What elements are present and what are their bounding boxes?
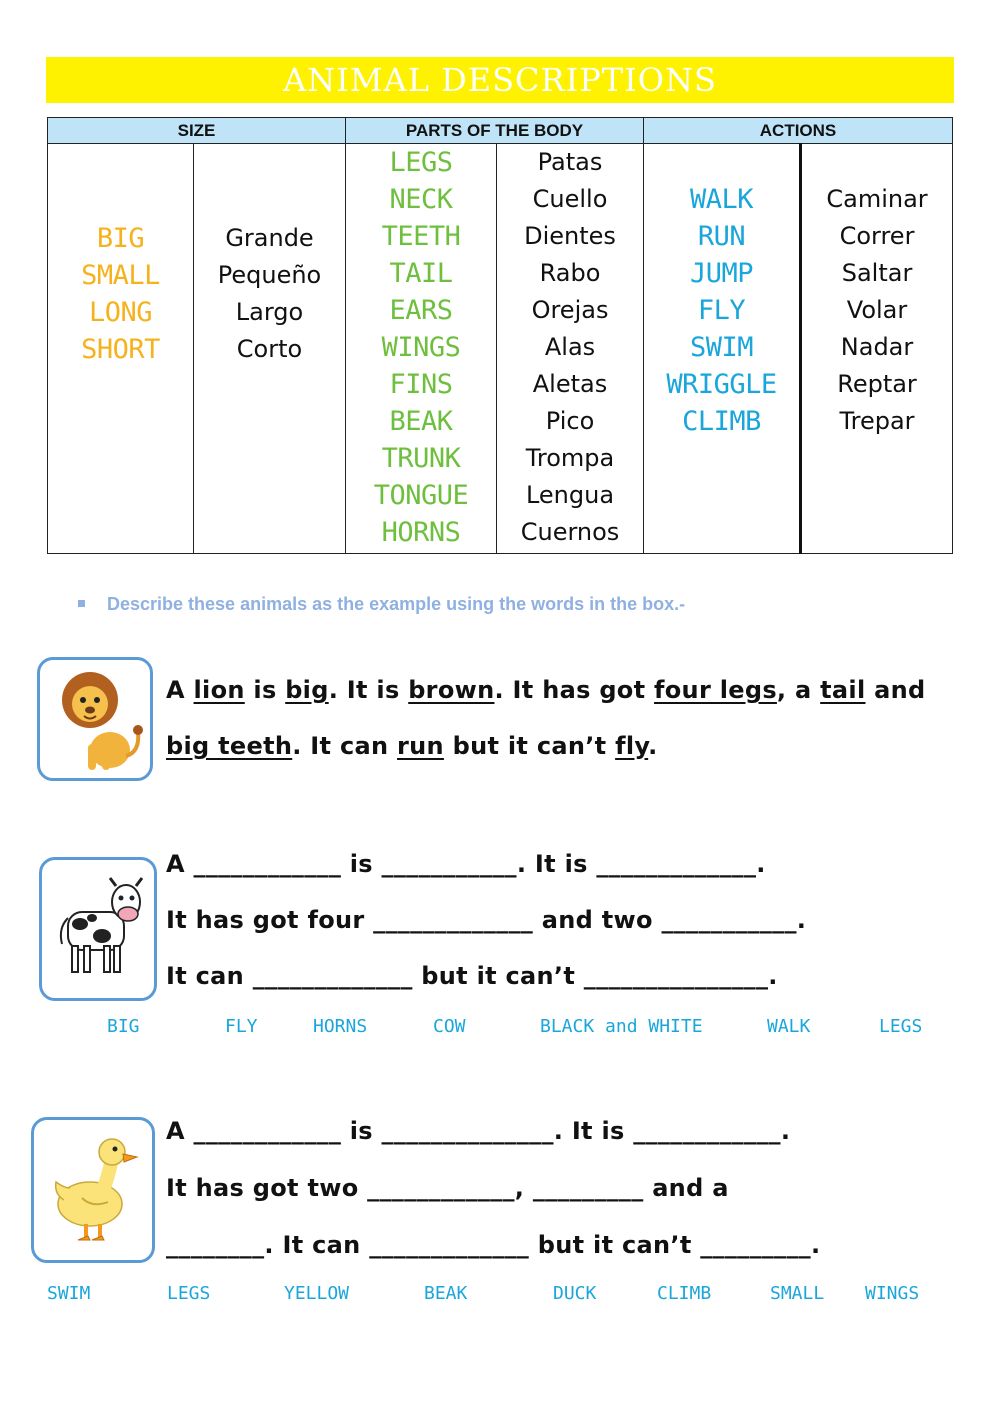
example-text: , a — [776, 676, 821, 704]
example-text: . It has got — [494, 676, 655, 704]
vocab-translation: Cuello — [532, 185, 608, 213]
vocab-word: NECK — [389, 184, 453, 215]
cow-line-2: It has got four _____________ and two ___________. — [166, 906, 807, 934]
vocab-word: LONG — [88, 297, 153, 328]
cow-word-bank-item: LEGS — [879, 1016, 923, 1037]
vocab-translation: Corto — [236, 335, 303, 363]
vocab-translation: Trompa — [525, 444, 615, 472]
duck-word-bank-item: SMALL — [770, 1283, 825, 1304]
vocab-word: TRUNK — [381, 443, 461, 474]
vocab-word: FLY — [697, 295, 746, 326]
instruction-label: Describe these animals as the example using the words in the box.- — [107, 594, 686, 614]
duck-line-1: A ____________ is ______________. It is ____________. — [166, 1117, 791, 1145]
cow-word-bank-item: HORNS — [313, 1016, 368, 1037]
example-answer: brown — [408, 676, 495, 704]
duck-word-bank-item: DUCK — [553, 1283, 597, 1304]
title-banner — [46, 57, 954, 103]
example-text: . It is — [328, 676, 409, 704]
example-line-1 — [166, 676, 926, 704]
cow-word-bank-item: WALK — [767, 1016, 811, 1037]
example-text: . It can — [292, 732, 398, 760]
size-english-cell — [48, 144, 194, 554]
header-size: SIZE — [48, 118, 346, 144]
vocab-translation: Pico — [545, 407, 595, 435]
vocab-translation: Trepar — [839, 407, 915, 435]
example-answer: fly — [615, 732, 649, 760]
vocab-word: WINGS — [381, 332, 461, 363]
vocab-translation: Volar — [846, 296, 908, 324]
vocab-word: TEETH — [381, 221, 461, 252]
vocab-translation: Saltar — [841, 259, 913, 287]
example-text: and — [865, 676, 926, 704]
lion-icon — [40, 660, 150, 778]
parts-spanish-cell — [497, 144, 644, 554]
vocab-word: TONGUE — [373, 480, 469, 511]
duck-icon — [34, 1120, 152, 1260]
actions-english-cell — [644, 144, 801, 554]
header-actions: ACTIONS — [644, 118, 953, 144]
cow-word-bank-item: COW — [433, 1016, 466, 1037]
duck-word-bank-item: YELLOW — [284, 1283, 350, 1304]
vocab-word: CLIMB — [682, 406, 761, 437]
cow-word-bank-item: BLACK and WHITE — [540, 1016, 703, 1037]
page-title: ANIMAL DESCRIPTIONS — [283, 61, 717, 99]
vocab-translation: Grande — [225, 224, 314, 252]
example-text: is — [244, 676, 286, 704]
example-answer: four legs — [654, 676, 777, 704]
duck-line-3: ________. It can _____________ but it can’t _________. — [166, 1231, 821, 1259]
vocabulary-table — [47, 117, 953, 554]
duck-word-bank-item: BEAK — [424, 1283, 468, 1304]
actions-spanish-cell — [801, 144, 953, 554]
example-answer: lion — [193, 676, 245, 704]
size-spanish-cell — [194, 144, 346, 554]
duck-word-bank-item: CLIMB — [657, 1283, 712, 1304]
vocab-translation: Reptar — [837, 370, 917, 398]
vocab-word: HORNS — [381, 517, 461, 548]
vocab-word: RUN — [697, 221, 746, 252]
vocab-word: BEAK — [389, 406, 453, 437]
vocab-translation: Dientes — [524, 222, 616, 250]
header-parts: PARTS OF THE BODY — [346, 118, 644, 144]
cow-line-3: It can _____________ but it can’t _______________. — [166, 962, 778, 990]
duck-word-bank-item: LEGS — [167, 1283, 211, 1304]
vocab-translation: Rabo — [539, 259, 601, 287]
vocab-word: TAIL — [389, 258, 453, 289]
vocab-word: JUMP — [690, 258, 754, 289]
vocab-translation: Lengua — [525, 481, 615, 509]
vocab-word: SHORT — [81, 334, 160, 365]
vocab-word: BIG — [96, 223, 145, 254]
duck-word-bank-item: WINGS — [865, 1283, 920, 1304]
vocab-translation: Nadar — [840, 333, 914, 361]
vocab-translation: Largo — [235, 298, 304, 326]
vocab-translation: Orejas — [531, 296, 609, 324]
duck-picture-frame — [31, 1117, 155, 1263]
vocab-translation: Aletas — [532, 370, 608, 398]
cow-word-bank-item: BIG — [107, 1016, 140, 1037]
example-text: . — [648, 732, 658, 760]
vocab-translation: Patas — [537, 148, 603, 176]
lion-picture-frame — [37, 657, 153, 781]
vocab-translation: Pequeño — [217, 261, 322, 289]
example-line-2 — [166, 732, 658, 760]
vocab-word: LEGS — [389, 147, 453, 178]
duck-line-2: It has got two ____________, _________ and a — [166, 1174, 729, 1202]
vocab-word: WRIGGLE — [666, 369, 777, 400]
vocab-word: FINS — [389, 369, 453, 400]
instruction-text — [78, 594, 685, 615]
vocab-translation: Correr — [839, 222, 915, 250]
example-answer: run — [397, 732, 444, 760]
vocab-word: WALK — [690, 184, 754, 215]
example-text: but it can’t — [443, 732, 616, 760]
parts-english-cell — [346, 144, 497, 554]
example-text: A — [166, 676, 194, 704]
vocab-translation: Caminar — [826, 185, 928, 213]
cow-icon — [42, 860, 154, 998]
vocab-word: SMALL — [81, 260, 160, 291]
example-answer: tail — [820, 676, 866, 704]
cow-line-1: A ____________ is ___________. It is _____________. — [166, 850, 766, 878]
vocab-translation: Alas — [544, 333, 596, 361]
example-answer: big — [285, 676, 329, 704]
cow-picture-frame — [39, 857, 157, 1001]
example-answer: big teeth — [166, 732, 293, 760]
bullet-icon — [78, 600, 85, 607]
vocab-translation: Cuernos — [520, 518, 620, 546]
duck-word-bank-item: SWIM — [47, 1283, 91, 1304]
cow-word-bank-item: FLY — [225, 1016, 258, 1037]
vocab-word: SWIM — [690, 332, 754, 363]
vocab-word: EARS — [389, 295, 453, 326]
